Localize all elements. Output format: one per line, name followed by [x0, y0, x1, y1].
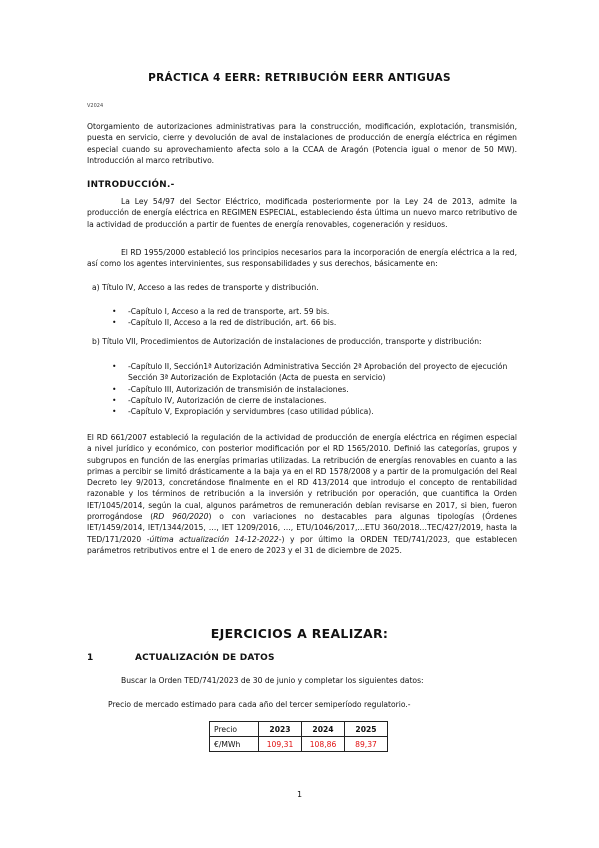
list-item: • -Capítulo II, Sección1ª Autorización Administrativa Sección 2ª Aprobación del proyecto de ejecución Sección 3ª Autorización de Explotación (Acta de puesta en servicio): [112, 361, 517, 384]
rd661-text-a: El RD 661/2007 estableció la regulación de la actividad de producción de energía eléctrica en régimen especial a nivel jurídico y económico, con posterior modificación por el RD 1565/2010. Definió las categorías, grupos y subgrupos en función de las energías primarias utilizadas. La retribución de energías renovables en cuanto a las primas a percibir se limitó drásticamente a la baja ya en el RD 1578/2008 y a partir de la promulgación del Real Decreto ley 9/2013, concretándose finalmente en el RD 413/2014 que introdujo el concepto de rentabilidad razonable y los términos de retribución a la inversión y retribución por operación, que cuantifica la Orden IET/1045/2014, según la cual, algunos parámetros de remuneración debían revisarse en 2017, si bien, fueron prorrogándose (: [87, 433, 517, 522]
paragraph-rd661: [87, 432, 517, 556]
table-cell-unit: €/MWh: [210, 737, 259, 752]
rd661-text-c: ) y por último la ORDEN TED/741/2023, que establecen parámetros retributivos entre el 1 de enero de 2023 y el 31 de diciembre de 2025.: [87, 534, 518, 555]
table-header-year: 2025: [345, 722, 388, 737]
section-title: ACTUALIZACIÓN DE DATOS: [135, 653, 275, 663]
paragraph-ley: La Ley 54/97 del Sector Eléctrico, modificada posteriormente por la Ley 24 de 2013, admite la producción de energía eléctrica en REGIMEN ESPECIAL, estableciendo ésta última un nuevo marco retributivo de la actividad de producción a partir de fuentes de energía renovables, cogeneración y residuos.: [87, 197, 517, 229]
capitulos-list-a: [112, 306, 512, 329]
instruction-text: Buscar la Orden TED/741/2023 de 30 de junio y completar los siguientes datos:: [121, 676, 424, 685]
introduccion-heading: INTRODUCCIÓN.-: [87, 180, 175, 190]
table-cell-value: 109,31: [259, 737, 302, 752]
titulo-iv-item: a) Título IV, Acceso a las redes de transporte y distribución.: [92, 283, 319, 292]
precio-mercado-text: Precio de mercado estimado para cada año del tercer semiperíodo regulatorio.-: [108, 700, 411, 709]
titulo-vii-item: b) Título VII, Procedimientos de Autorización de instalaciones de producción, transporte y distribución:: [92, 337, 482, 346]
list-item: • -Capítulo I, Acceso a la red de transporte, art. 59 bis.: [112, 306, 512, 317]
rd960-ref: RD 960/2020: [153, 512, 209, 522]
page-number: 1: [296, 790, 303, 799]
intro-paragraph: Otorgamiento de autorizaciones administrativas para la construcción, modificación, explotación, transmisión, puesta en servicio, cierre y devolución de aval de instalaciones de producción de energía eléctrica en régimen especial cuando su aprovechamiento afecta solo a la CCAA de Aragón (Potencia igual o menor de 50 MW). Introducción al marco retributivo.: [87, 122, 517, 165]
list-item: • -Capítulo III, Autorización de transmisión de instalaciones.: [112, 384, 517, 395]
table-header-year: 2024: [302, 722, 345, 737]
section-number: 1: [87, 653, 94, 663]
table-row: [210, 737, 388, 752]
rd661-text-b: ) o con variaciones no destacables para algunas tipologías (Órdenes IET/1459/2014, IET/1344/2015, …, IET 1209/2016, …, ETU/1046/2017,…ETU 360/2018…TEC/427/2019, hasta la TED/171/2020 -: [87, 512, 517, 544]
ejercicios-heading: EJERCICIOS A REALIZAR:: [210, 626, 389, 641]
table-row: [210, 722, 388, 737]
ultima-actualizacion-note: última actualización 14-12-2022-: [149, 534, 282, 544]
table-cell-value: 89,37: [345, 737, 388, 752]
list-item: • -Capítulo II, Acceso a la red de distribución, art. 66 bis.: [112, 317, 512, 328]
capitulos-list-b: [112, 361, 517, 417]
table-cell-label: Precio: [210, 722, 259, 737]
list-item: • -Capítulo IV, Autorización de cierre de instalaciones.: [112, 395, 517, 406]
version-label: V2024: [87, 103, 104, 109]
table-header-year: 2023: [259, 722, 302, 737]
document-title: PRÁCTICA 4 EERR: RETRIBUCIÓN EERR ANTIGUAS: [148, 72, 451, 84]
paragraph-rd1955: El RD 1955/2000 estableció los principios necesarios para la incorporación de energía eléctrica a la red, así como los agentes intervinientes, sus responsabilidades y sus derechos, básicamente en:: [87, 248, 517, 269]
table-cell-value: 108,86: [302, 737, 345, 752]
list-item: • -Capítulo V, Expropiación y servidumbres (caso utilidad pública).: [112, 406, 517, 417]
price-table: [209, 721, 388, 752]
